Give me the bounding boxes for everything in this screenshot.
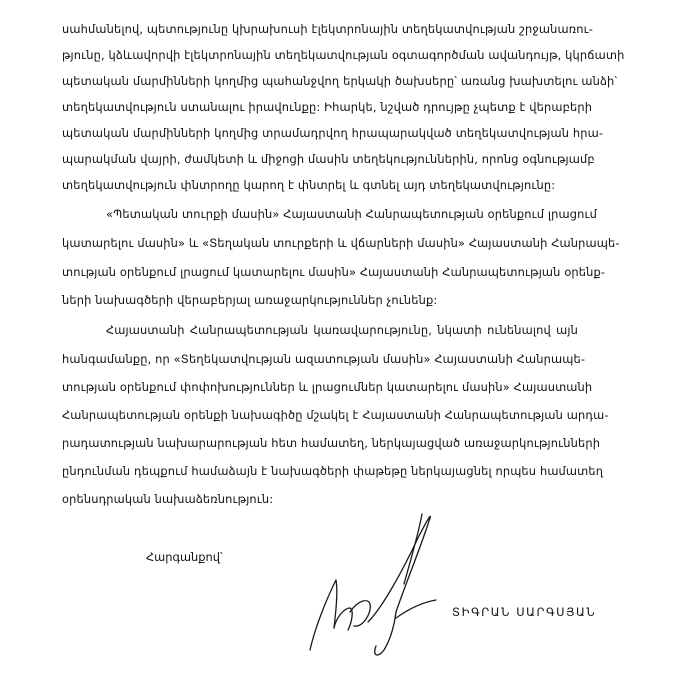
- paragraph-3-line-3: տության օրենքում փոփոխություններ և լրացումներ կատարելու մասին» Հայաստանի: [62, 380, 593, 394]
- paragraph-1-line-4: տեղեկատվություն ստանալու իրավունքը: Իհարկե, նշված դրույթը չպետք է վերաբերի: [62, 100, 593, 114]
- paragraph-3-line-5: րադատության նախարարության հետ համատեղ, ներկայացված առաջարկությունների: [62, 436, 601, 450]
- paragraph-1-line-1: սահմանելով, պետությունը կխրախուսի էլեկտրոնային տեղեկատվության շրջանառու-: [62, 22, 593, 36]
- paragraph-3-line-4: Հանրապետության օրենքի նախագիծը մշակել է Հայաստանի Հանրապետության արդա-: [62, 408, 609, 422]
- paragraph-3-line-6: ընդունման դեպքում համաձայն է նախագծերի փաթեթը ներկայացնել որպես համատեղ: [62, 464, 604, 478]
- signer-name: ՏԻԳՐԱՆ ՍԱՐԳՍՅԱՆ: [452, 605, 597, 619]
- paragraph-2-line-2: կատարելու մասին» և «Տեղական տուրքերի և վճարների մասին» Հայաստանի Հանրապե-: [62, 236, 620, 250]
- paragraph-2-line-3: տության օրենքում լրացում կատարելու մասին» Հայաստանի Հանրապետության օրենք-: [62, 265, 606, 279]
- paragraph-1-line-5: պետական մարմինների կողմից տրամադրվող հրապարակված տեղեկատվության հրա-: [62, 126, 604, 140]
- paragraph-1-line-2: թյունը, կձևավորվի էլեկտրոնային տեղեկատվության օգտագործման ավանդույթ, կկրճատի: [62, 48, 625, 62]
- paragraph-1-line-3: պետական մարմինների կողմից պահանջվող երկակի ծախսերը՝ առանց խախտելու անձի՝: [62, 74, 618, 88]
- paragraph-2-line-1: «Պետական տուրքի մասին» Հայաստանի Հանրապետության օրենքում լրացում: [106, 207, 597, 221]
- paragraph-3-line-1: Հայաստանի Հանրապետության կառավարությունը, նկատի ունենալով այն: [106, 323, 578, 337]
- closing-salutation: Հարգանքով՝: [146, 550, 223, 564]
- paragraph-2-line-4: ների նախագծերի վերաբերյալ առաջարկություններ չունենք:: [62, 293, 438, 307]
- paragraph-1-line-7: տեղեկատվություն փնտրողը կարող է փնտրել և գտնել այդ տեղեկատվությունը:: [62, 178, 556, 192]
- handwritten-signature: [292, 500, 462, 660]
- paragraph-1-line-6: պարակման վայրի, ժամկետի և միջոցի մասին տեղեկություններին, որոնց օգնությամբ: [62, 152, 595, 166]
- paragraph-3-line-7: օրենսդրական նախաձեռնություն:: [62, 492, 274, 506]
- paragraph-3-line-2: հանգամանքը, որ «Տեղեկատվության ազատության մասին» Հայաստանի Հանրապե-: [62, 352, 586, 366]
